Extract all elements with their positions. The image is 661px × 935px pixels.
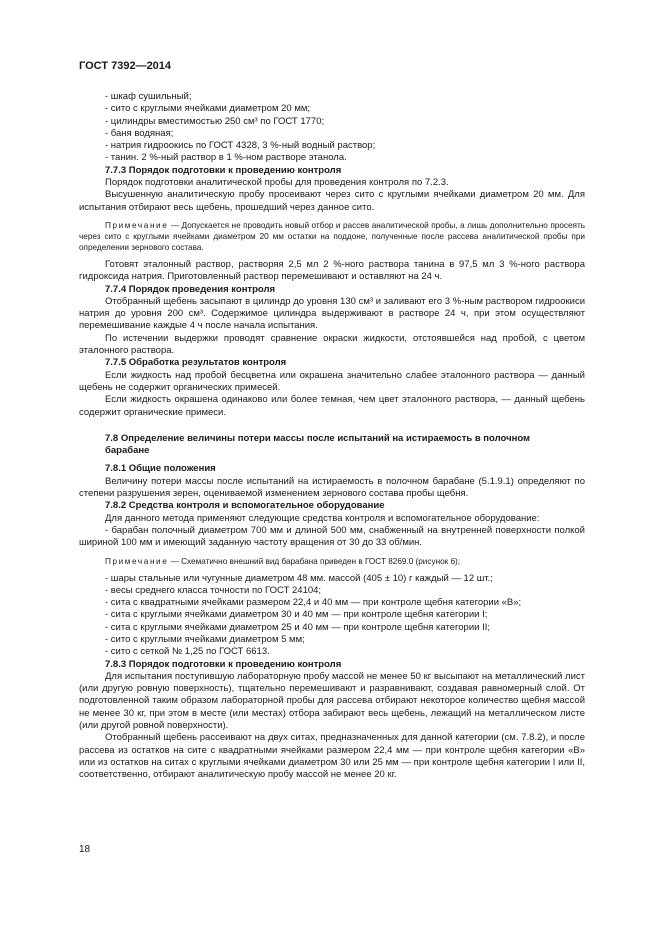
paragraph: Величину потери массы после испытаний на истираемость в полочном барабане (5.1.9.1) определяют по степени разрушения зерен, оцениваемой изменением зернового состава пробы щебня. [79, 475, 585, 500]
note [79, 220, 585, 253]
list-item: - баня водяная; [105, 127, 174, 139]
heading-7-8: 7.8 Определение величины потери массы после испытаний на истираемость в полочном барабане [105, 432, 531, 457]
heading-7-8-3: 7.8.3 Порядок подготовки к проведению контроля [105, 658, 342, 670]
heading-7-8-1: 7.8.1 Общие положения [105, 463, 216, 475]
list-item: - сито с круглыми ячейками диаметром 5 мм; [105, 633, 305, 645]
heading-7-7-4: 7.7.4 Порядок проведения контроля [105, 283, 276, 295]
list-item: - сито с сеткой № 1,25 по ГОСТ 6613. [105, 646, 270, 658]
paragraph: Высушенную аналитическую пробу просеивают через сито с круглыми ячейками диаметром 20 мм. Для испытания отбирают весь щебень, прошедший через данное сито. [79, 189, 585, 213]
paragraph: Отобранный щебень засыпают в цилиндр до уровня 130 см³ и заливают его 3 %-ным раствором гидроокиси натрия до уровня 200 см³. Содержимое цилиндра выдерживают в растворе 24 ч, при этом осуществляют перемешивание каждые 4 ч после начала испытания. [79, 295, 585, 332]
page-number: 18 [79, 844, 91, 855]
list-item: - танин. 2 %-ный раствор в 1 %-ном растворе этанола. [105, 152, 347, 164]
paragraph: Готовят эталонный раствор, растворяя 2,5 мл 2 %-ного раствора танина в 97,5 мл 3 %-ного раствора гидроксида натрия. Приготовленный раствор перемешивают и оставляют на 24 ч. [79, 258, 585, 283]
paragraph: Для данного метода применяют следующие средства контроля и вспомогательное оборудование: [105, 512, 540, 524]
page-body [79, 91, 585, 782]
paragraph: По истечении выдержки проводят сравнение окраски жидкости, отстоявшейся над пробой, с цветом эталонного раствора. [79, 332, 585, 357]
paragraph: - барабан полочный диаметром 700 мм и длиной 500 мм, снабженный на внутренней поверхности полкой шириной 100 мм и имеющий заданную частоту вращения от 30 до 33 об/мин. [79, 524, 585, 549]
note [79, 556, 585, 567]
note-label: Примечание [105, 556, 169, 566]
list-item: - сито с круглыми ячейками диаметром 20 мм; [105, 103, 311, 115]
list-item: - цилиндры вместимостью 250 см³ по ГОСТ 1770; [105, 115, 325, 127]
list-item: - сита с круглыми ячейками диаметром 25 и 40 мм — при контроле щебня категории II; [105, 621, 490, 633]
list-item: - шкаф сушильный; [105, 91, 192, 102]
heading-7-7-5: 7.7.5 Обработка результатов контроля [105, 357, 287, 369]
note-text: — Схематично внешний вид барабана приведен в ГОСТ 8269.0 (рисунок 6); [168, 556, 461, 566]
paragraph: Порядок подготовки аналитической пробы для проведения контроля по 7.2.3. [105, 177, 449, 189]
note-label: Примечание [105, 220, 169, 230]
heading-7-8-2: 7.8.2 Средства контроля и вспомогательное оборудование [105, 500, 385, 512]
list-item: - натрия гидроокись по ГОСТ 4328, 3 %-ный водный раствор; [105, 140, 376, 152]
list-item: - шары стальные или чугунные диаметром 48 мм. массой (405 ± 10) г каждый — 12 шт.; [105, 572, 493, 584]
heading-7-7-3: 7.7.3 Порядок подготовки к проведению контроля [105, 164, 342, 176]
standard-header: ГОСТ 7392—2014 [79, 60, 172, 72]
paragraph: Если жидкость окрашена одинаково или более темная, чем цвет эталонного раствора, — данный щебень содержит органические примеси. [79, 394, 585, 418]
list-item: - сита с квадратными ячейками размером 22,4 и 40 мм — при контроле щебня категории «В»; [105, 597, 522, 609]
list-item: - сита с круглыми ячейками диаметром 30 и 40 мм — при контроле щебня категории I; [105, 609, 488, 621]
paragraph: Если жидкость над пробой бесцветна или окрашена значительно слабее эталонного раствора — данный щебень не содержит органических примесей. [79, 369, 585, 393]
paragraph: Отобранный щебень рассеивают на двух ситах, предназначенных для данной категории (см. 7.8.2), и после рассева из остатков на сите с квадратными ячейками размером 22,4 мм — при контроле щебня категории «В» или из остатков на ситах с круглыми ячейками диаметром 30 или 25 мм — при контроле щебня категории I или II, соответственно, отбирают аналитическую пробу массой не менее 20 кг. [79, 732, 585, 781]
note-text: — Допускается не проводить новый отбор и рассев аналитической пробы, а лишь дополнительно просеять через сито с круглыми ячейками диаметром 20 мм остатки на поддоне, полученные после рассева аналитической пробы при определении зернового состава. [79, 220, 585, 252]
list-item: - весы среднего класса точности по ГОСТ 24104; [105, 584, 322, 596]
paragraph: Для испытания поступившую лабораторную пробу массой не менее 50 кг высыпают на металлический лист (или другую ровную поверхность), тщательно перемешивают и разравнивают, создавая равномерный слой. От подготовленной таким образом лабораторной пробы для рассева отбирают некоторое количество щебня массой не менее 30 кг, при этом в месте (или местах) отбора забирают весь щебень, лежащий на металлическом листе (или другой ровной поверхности). [79, 670, 585, 732]
